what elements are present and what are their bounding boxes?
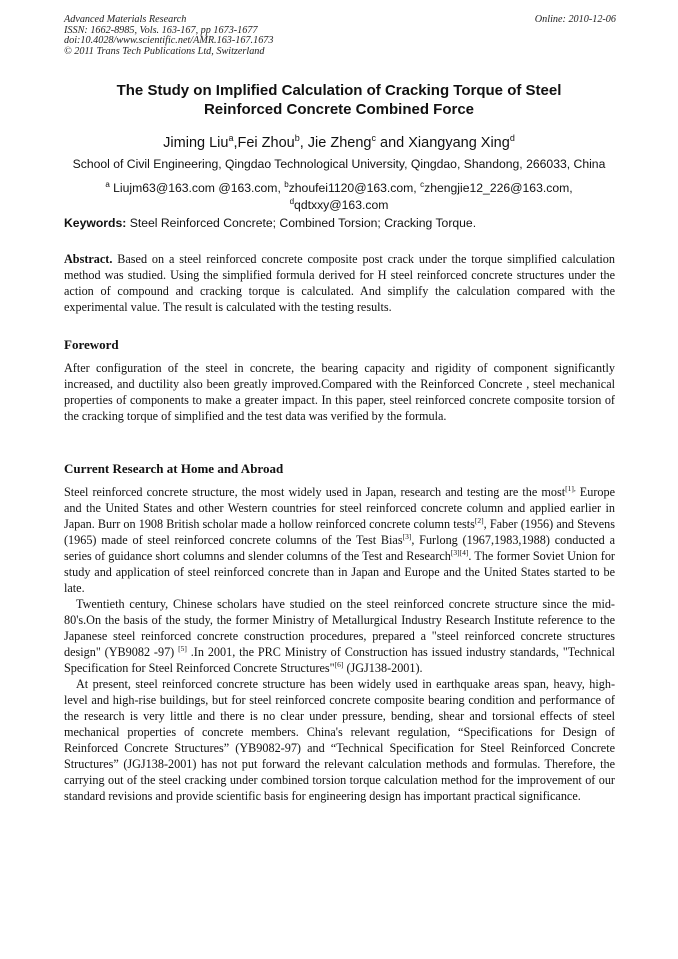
body-text: Twentieth century, Chinese scholars have studied on the steel reinforced concrete structure since the mid-80's.On the basis of the study, the former Ministry of Metallurgical Industry Research Institute reference to the Japanese steel reinforced concrete construction procedures, prepared a "steel reinforced concrete structures design" (YB9082 -97) [64, 597, 615, 659]
citation: [2] [474, 516, 484, 525]
author-list [40, 129, 638, 152]
author-name: , Jie Zheng [299, 135, 372, 151]
email-sup: b [284, 180, 289, 189]
citation: [6] [334, 660, 344, 669]
email-a: Liujm63@163.com @163.com, [109, 181, 285, 195]
research-paragraph-3: At present, steel reinforced concrete structure has been widely used in earthquake areas span, heavy, high-level and high-rise buildings, but for steel reinforced concrete composite bearing condition and performance of the research is very little and there is no clear under pressure, bending, shear and torsional effects of steel mechanical properties of concrete members. China's relevant regulation, “Specifications for Design of Reinforced Concrete Structures” (YB9082-97) and “Technical Specification for Steel Reinforced Concrete Structures” (JGJ138-2001) has not put forward the relevant calculation methods and formulas. Therefore, the carrying out of the steel cracking under combined torsion torque calculation method for the improvement of our standard revisions and provide scientific basis for engineering design has important practical significance. [64, 677, 615, 803]
keywords-text: Steel Reinforced Concrete; Combined Torsion; Cracking Torque. [126, 216, 477, 230]
body-text: Steel reinforced concrete structure, the most widely used in Japan, research and testing are the most [64, 485, 566, 499]
author-name: Jiming Liu [163, 135, 229, 151]
email-list [40, 178, 638, 212]
online-date: Online: 2010-12-06 [534, 14, 616, 25]
citation: [1], [565, 484, 576, 493]
paper-title [40, 81, 638, 119]
research-paragraph-1 [64, 484, 615, 596]
research-paragraph-2 [64, 596, 615, 676]
email-sup: d [289, 197, 295, 206]
abstract [64, 251, 615, 315]
email-b: zhoufei1120@163.com, [288, 181, 421, 195]
research-body [64, 484, 615, 804]
title-line-2: Reinforced Concrete Combined Force [203, 101, 475, 118]
keywords [64, 215, 616, 231]
citation: [5] [178, 644, 187, 653]
citation: [3] [402, 532, 412, 541]
email-sup: c [420, 180, 425, 189]
body-text: , Faber (1956) and Stevens (1965) made of steel reinforced concrete columns of the Test Bias [64, 517, 615, 547]
doi-line: doi:10.4028/www.scientific.net/AMR.163-167.1673 [64, 35, 274, 47]
title-line-1: The Study on Implified Calculation of Cracking Torque of Steel [116, 82, 562, 99]
body-text: Europe and the United States and other Western countries for steel reinforced concrete column and applied earlier in Japan. Burr on 1908 British scholar made a hollow reinforced concrete column tests [64, 485, 615, 531]
citation: [3][4] [450, 548, 469, 557]
author-sup: b [294, 133, 300, 143]
author-sup: c [371, 133, 376, 143]
foreword-heading: Foreword [64, 337, 119, 352]
body-text: (JGJ138-2001). [343, 661, 423, 675]
body-text: . The former Soviet Union for study and application of steel reinforced concrete than in Japan and Europe and the United States started to be late. [64, 549, 615, 595]
affiliation: School of Civil Engineering, Qingdao Technological University, Qingdao, Shandong, 266033, China [72, 157, 606, 171]
email-d: qdtxxy@163.com [294, 198, 389, 212]
copyright-line: © 2011 Trans Tech Publications Ltd, Switzerland [64, 46, 265, 58]
foreword-paragraph: After configuration of the steel in concrete, the bearing capacity and rigidity of component significantly increased, and ductility also been greatly improved.Compared with the Reinforced Concrete , steel mechanical properties of components to make a greater impact. In this paper, steel reinforced concrete composite torsion of the cracking torque of simplified and the test data was verified by the formula. [64, 361, 615, 423]
email-c: zhengjie12_226@163.com, [424, 181, 573, 195]
body-text: , Furlong (1967,1983,1988) conducted a series of guidance short columns and slender columns of the Test and Research [64, 533, 615, 563]
author-sup: d [509, 133, 515, 143]
journal-name: Advanced Materials Research [64, 14, 187, 25]
author-name: ,Fei Zhou [233, 135, 295, 151]
author-name: and Xiangyang Xing [375, 135, 510, 151]
body-text: .In 2001, the PRC Ministry of Construction has issued industry standards, "Technical Specification for Steel Reinforced Concrete Structures" [64, 645, 615, 675]
email-sup: a [105, 180, 110, 189]
author-sup: a [228, 133, 234, 143]
keywords-label: Keywords: [64, 216, 127, 230]
issn-line: ISSN: 1662-8985, Vols. 163-167, pp 1673-1677 [64, 24, 258, 36]
running-header [64, 15, 616, 58]
abstract-label: Abstract. [64, 252, 113, 266]
research-heading: Current Research at Home and Abroad [64, 461, 284, 476]
abstract-text: Based on a steel reinforced concrete composite post crack under the torque simplified calculation method was studied. Using the simplified formula derived for H steel reinforced concrete structures under the action of compound and cracking torque is calculated. And simplify the calculation compared with the experimental value. The result is calculated with the testing results. [64, 252, 615, 314]
